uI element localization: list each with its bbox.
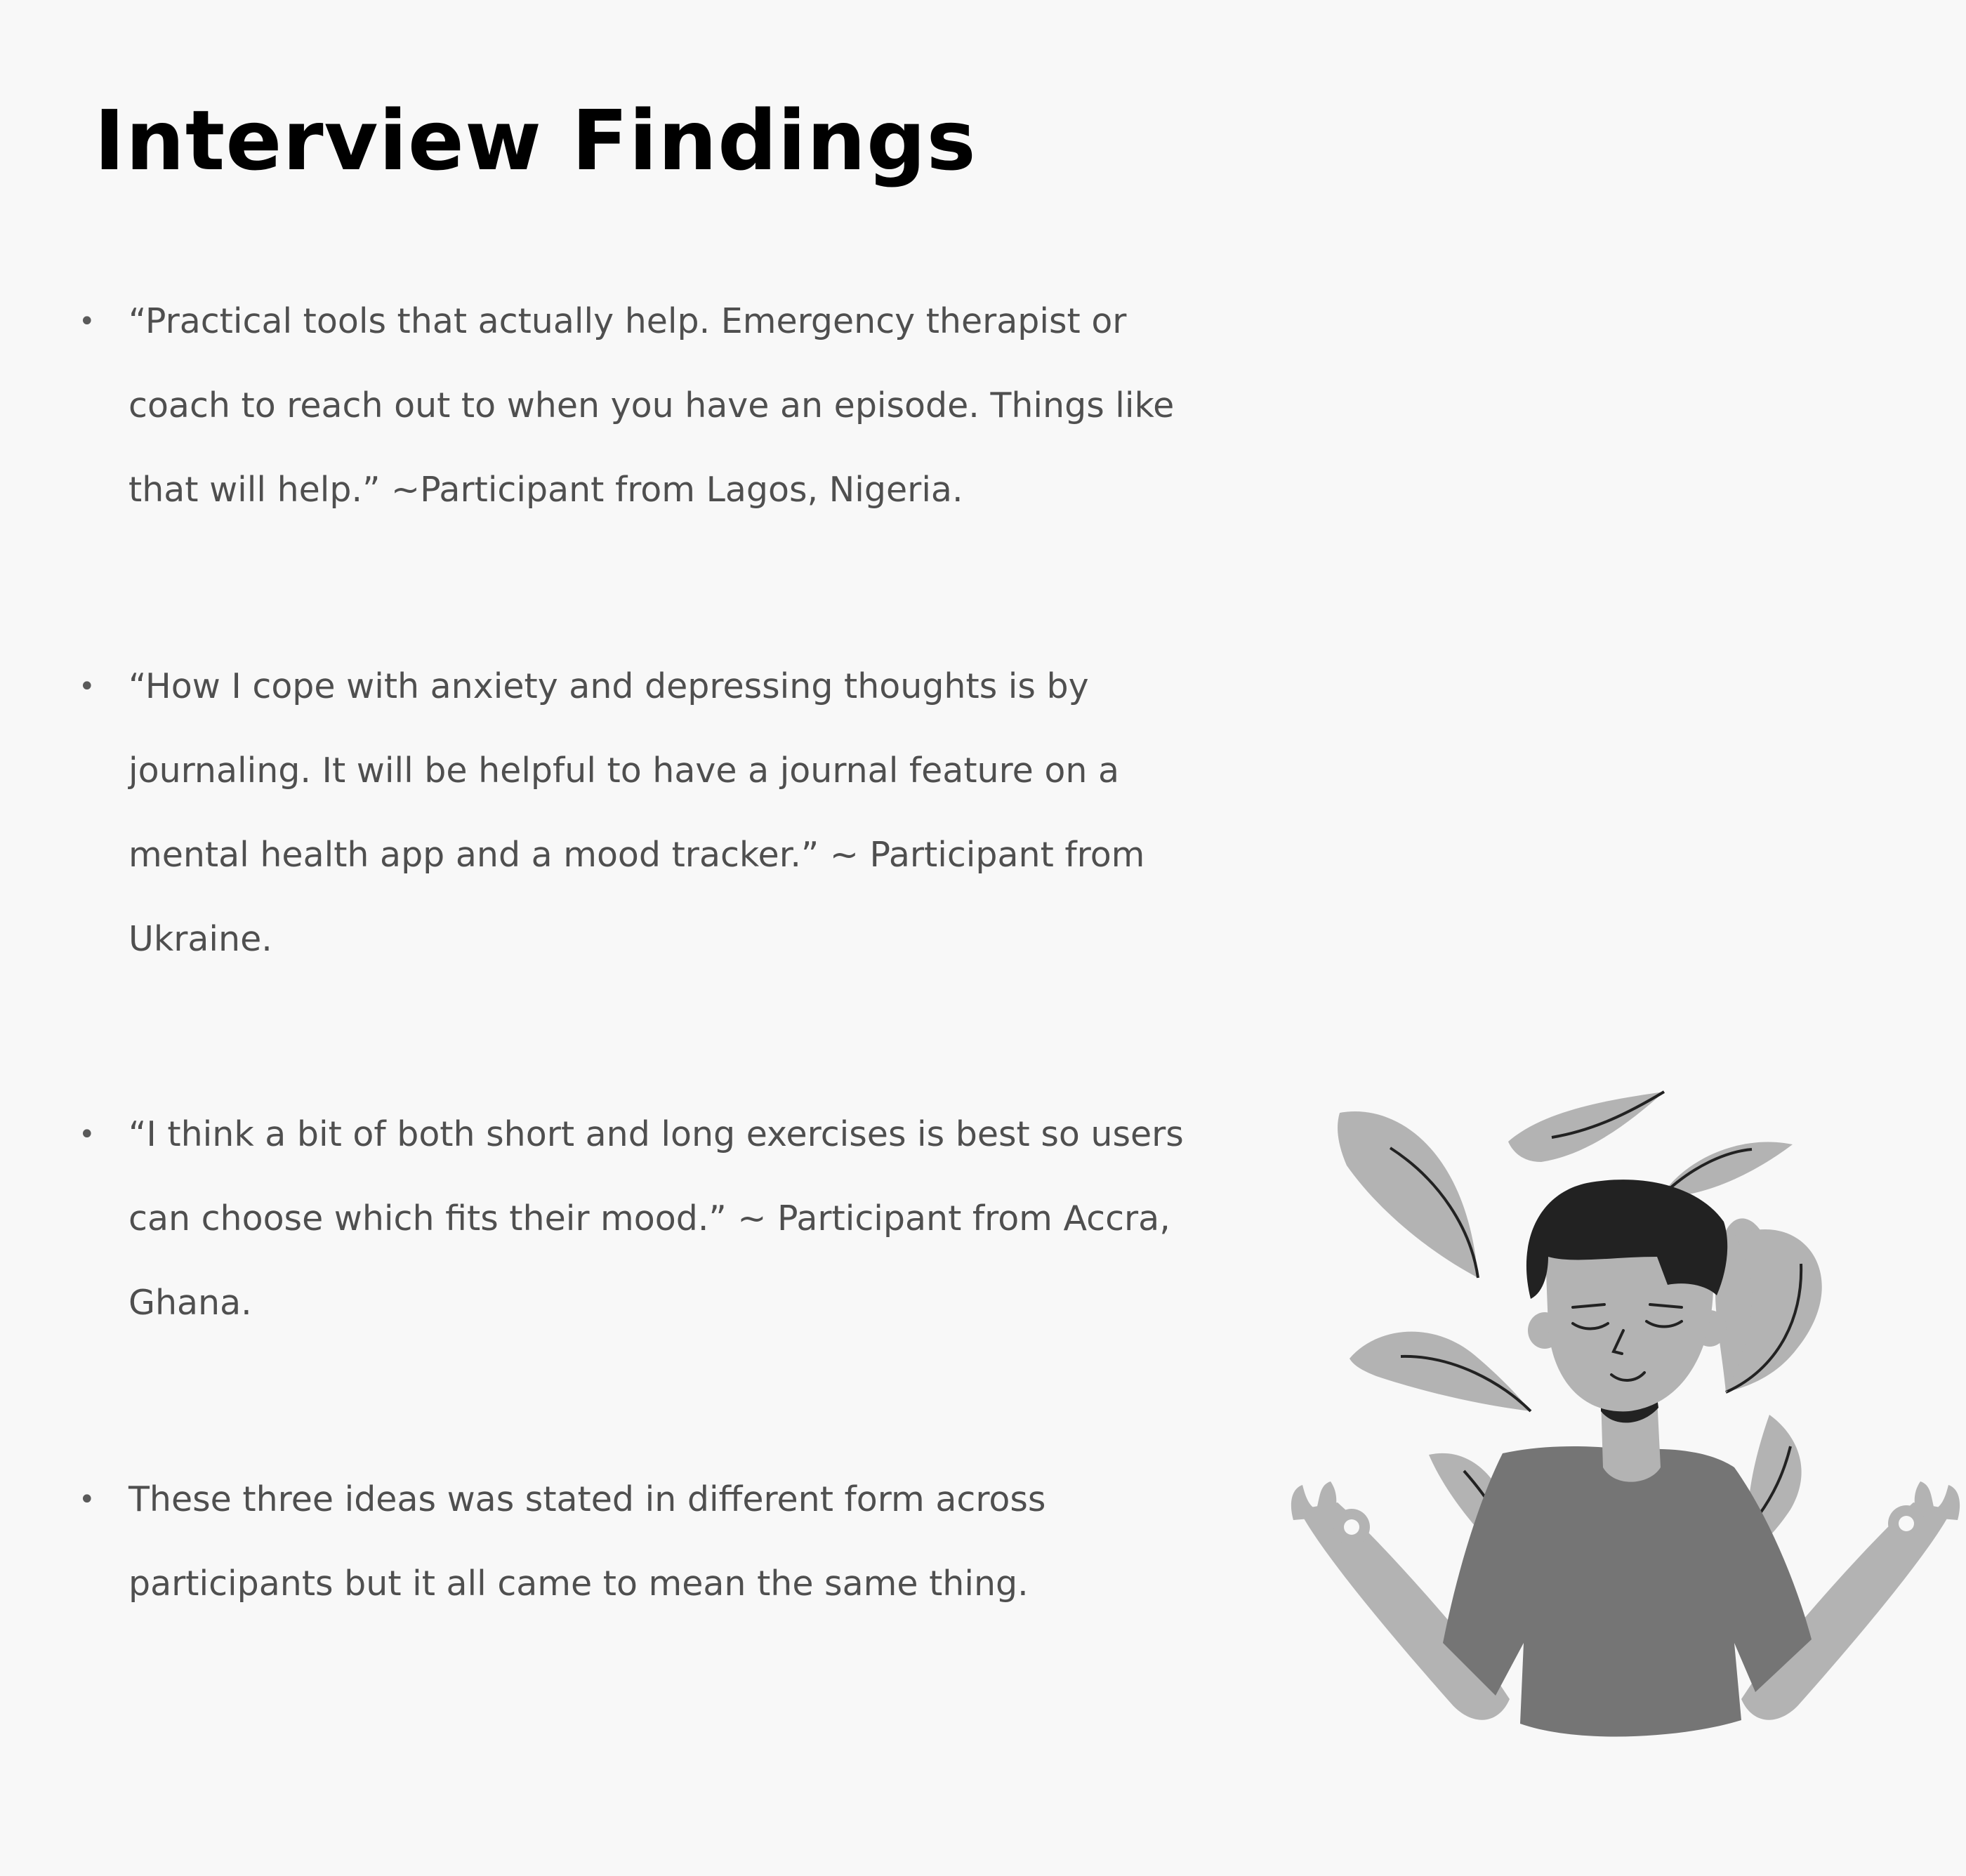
finding-text: These three ideas was stated in different form across participants but it all came to mean the same thing. [128,1479,1046,1604]
bullet-icon: • [79,305,95,338]
bullet-icon: • [79,671,95,703]
meditating-person-icon [1285,1081,1966,1755]
bullet-icon: • [79,1118,95,1151]
head [1526,1180,1727,1411]
finding-text: “How I cope with anxiety and depressing thoughts is by journaling. It will be helpful to have a journal feature on a mental health app and a mood tracker.” ~ Participant from Ukraine. [128,666,1145,959]
bullet-icon: • [79,1484,95,1516]
leaf-icon [1715,1218,1822,1392]
page-title: Interview Findings [94,92,977,189]
finding-text: “I think a bit of both short and long exercises is best so users can choose which fits their mood.” ~ Participant from Accra, Ghana. [128,1114,1184,1323]
leaf-icon [1508,1092,1664,1162]
leaf-icon [1338,1111,1478,1278]
leaf-icon [1350,1332,1531,1411]
finding-text: “Practical tools that actually help. Emergency therapist or coach to reach out to when you have an episode. Things like that will help.” ~Participant from Lagos, Nigeria. [128,301,1175,510]
leaf-icon [1661,1142,1793,1197]
